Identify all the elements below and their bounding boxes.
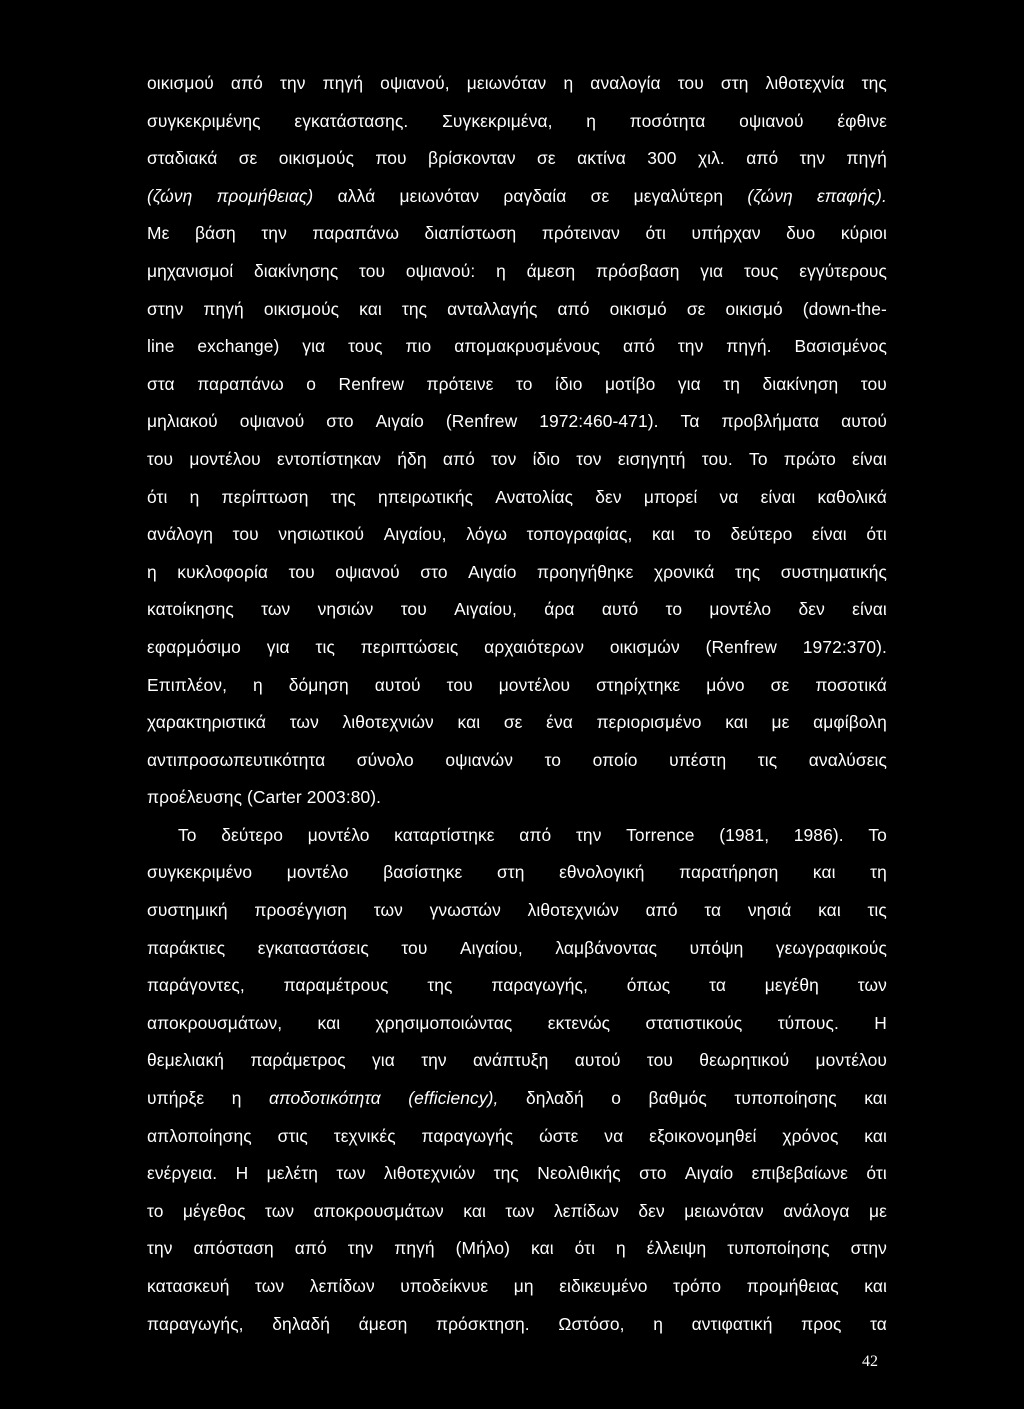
text-line: συγκεκριμένης εγκατάστασης. Συγκεκριμένα, η ποσότητα οψιανού έφθινε <box>147 110 887 131</box>
text-line: κατοίκησης των νησιών του Αιγαίου, άρα αυτό το μοντέλο δεν είναι <box>147 599 887 620</box>
text-line: στην πηγή οικισμούς και της ανταλλαγής από οικισμό σε οικισμό (down-the- <box>147 298 887 319</box>
text-line: παράκτιες εγκαταστάσεις του Αιγαίου, λαμβάνοντας υπόψη γεωγραφικούς <box>147 937 887 958</box>
text-line: Με βάση την παραπάνω διαπίστωση πρότειναν ότι υπήρχαν δυο κύριοι <box>147 223 887 244</box>
text-line: συστημική προσέγγιση των γνωστών λιθοτεχνιών από τα νησιά και τις <box>147 900 887 921</box>
text-line: οικισμού από την πηγή οψιανού, μειωνόταν η αναλογία του στη λιθοτεχνία της <box>147 73 887 93</box>
text-line: την απόσταση από την πηγή (Μήλο) και ότι η έλλειψη τυποποίησης στην <box>147 1238 887 1259</box>
text-line: παράγοντες, παραμέτρους της παραγωγής, όπως τα μεγέθη των <box>147 975 887 996</box>
text-line: αποκρουσμάτων, και χρησιμοποιώντας εκτενώς στατιστικούς τύπους. Η <box>147 1012 887 1033</box>
text-line: προέλευσης (Carter 2003:80). <box>147 787 382 808</box>
text-line: το μέγεθος των αποκρουσμάτων και των λεπίδων δεν μειωνόταν ανάλογα με <box>147 1200 887 1221</box>
text-line: υπήρξε η αποδοτικότητα (efficiency), δηλαδή ο βαθμός τυποποίησης και <box>147 1088 887 1109</box>
text-line: line exchange) για τους πιο απομακρυσμένους από την πηγή. Βασισμένος <box>147 336 887 357</box>
text-line: η κυκλοφορία του οψιανού στο Αιγαίο προηγήθηκε χρονικά της συστηματικής <box>147 561 887 582</box>
text-line: θεμελιακή παράμετρος για την ανάπτυξη αυτού του θεωρητικού μοντέλου <box>147 1050 887 1071</box>
text-line: ότι η περίπτωση της ηπειρωτικής Ανατολίας δεν μπορεί να είναι καθολικά <box>147 486 887 507</box>
text-line: Επιπλέον, η δόμηση αυτού του μοντέλου στηρίχτηκε μόνο σε ποσοτικά <box>147 674 887 695</box>
text-line: απλοποίησης στις τεχνικές παραγωγής ώστε να εξοικονομηθεί χρόνος και <box>147 1125 887 1146</box>
text-line: σταδιακά σε οικισμούς που βρίσκονταν σε ακτίνα 300 χιλ. από την πηγή <box>147 148 887 169</box>
text-line: αντιπροσωπευτικότητα σύνολο οψιανών το οποίο υπέστη τις αναλύσεις <box>147 749 887 770</box>
text-line: συγκεκριμένο μοντέλο βασίστηκε στη εθνολογική παρατήρηση και τη <box>147 862 887 883</box>
text-line: παραγωγής, δηλαδή άμεση πρόσκτηση. Ωστόσο, η αντιφατική προς τα <box>147 1313 887 1334</box>
text-line: ανάλογη του νησιωτικού Αιγαίου, λόγω τοπογραφίας, και το δεύτερο είναι ότι <box>147 524 887 545</box>
text-line: μηχανισμοί διακίνησης του οψιανού: η άμεση πρόσβαση για τους εγγύτερους <box>147 260 887 281</box>
text-line: μηλιακού οψιανού στο Αιγαίο (Renfrew 1972:460-471). Τα προβλήματα αυτού <box>147 411 887 432</box>
text-line: του μοντέλου εντοπίστηκαν ήδη από τον ίδιο τον εισηγητή του. Το πρώτο είναι <box>147 448 887 469</box>
body-text <box>147 65 887 1343</box>
text-line: (ζώνη προμήθειας) αλλά μειωνόταν ραγδαία σε μεγαλύτερη (ζώνη επαφής). <box>147 185 887 206</box>
page-number: 42 <box>862 1353 878 1370</box>
text-line: εφαρμόσιμο για τις περιπτώσεις αρχαιότερων οικισμών (Renfrew 1972:370). <box>147 636 887 657</box>
text-line: Το δεύτερο μοντέλο καταρτίστηκε από την Torrence (1981, 1986). Το <box>178 824 887 845</box>
text-line: ενέργεια. Η μελέτη των λιθοτεχνιών της Νεολιθικής στο Αιγαίο επιβεβαίωνε ότι <box>147 1163 887 1184</box>
text-line: κατασκευή των λεπίδων υποδείκνυε μη ειδικευμένο τρόπο προμήθειας και <box>147 1276 887 1296</box>
text-line: στα παραπάνω ο Renfrew πρότεινε το ίδιο μοτίβο για τη διακίνηση του <box>147 373 887 394</box>
text-line: χαρακτηριστικά των λιθοτεχνιών και σε ένα περιορισμένο και με αμφίβολη <box>147 712 887 733</box>
